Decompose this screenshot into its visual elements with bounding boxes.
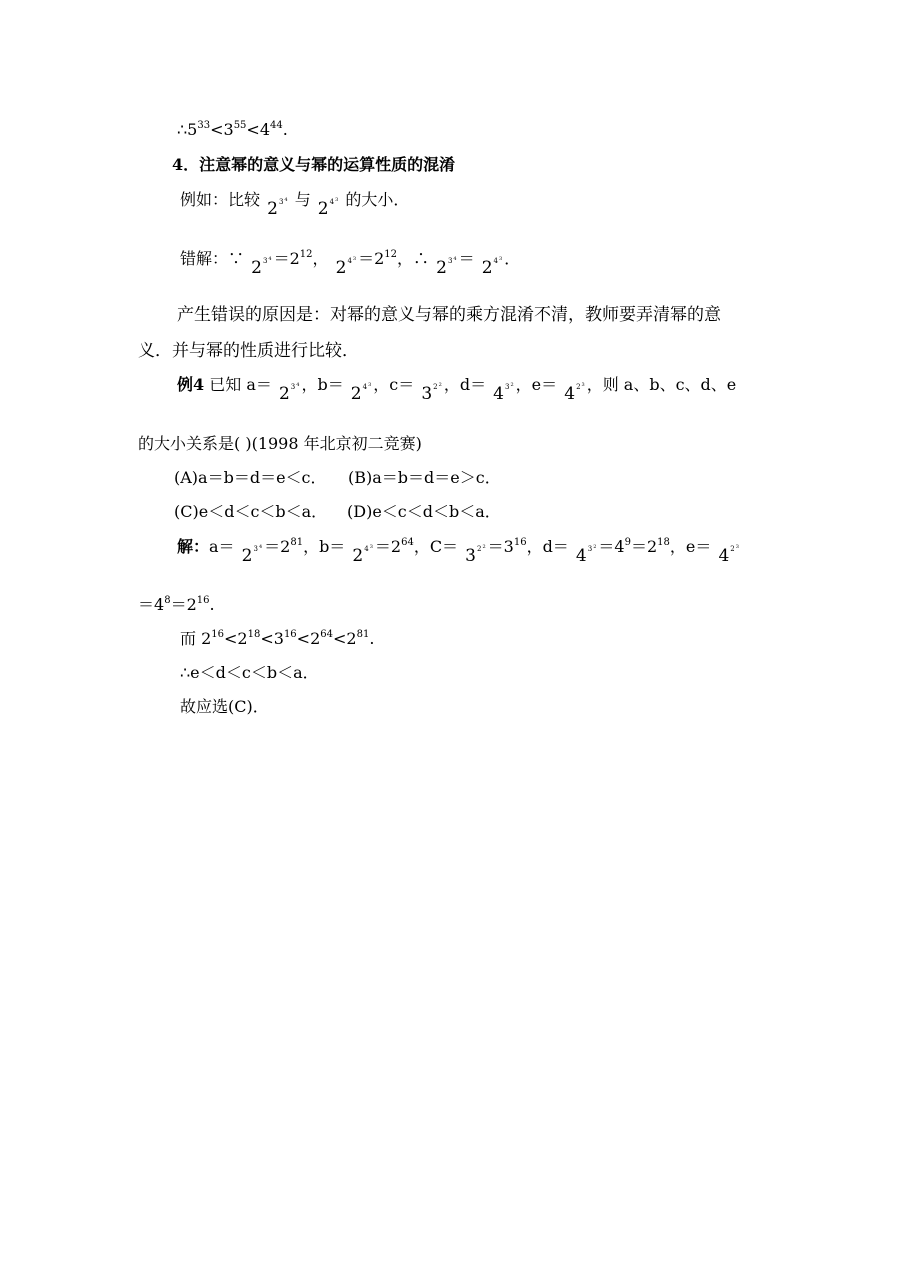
option-d: (D)e＜c＜d＜b＜a． <box>347 502 501 521</box>
solution-line: 解：$a= 23^4 =2^{81}$，$b= 24^3 =2^{64}$，$C= 32^2 =3^{16}$，$d= 43^2 =4^9=2^{18}$，$e= 42^3$ <box>177 537 739 566</box>
power-tower: $24^3$ <box>350 382 372 404</box>
power-tower: $24^3$ <box>317 197 339 219</box>
power-tower: $24^3$ <box>481 256 503 278</box>
power-tower: $32^2$ <box>465 544 486 566</box>
power-tower: $24^3$ <box>352 544 373 566</box>
solution-line-2: $=4^8=2^{16}$. <box>138 595 215 614</box>
answer-line: 故应选(C)． <box>180 697 269 716</box>
example-line: 例如：比较 $23^4$ 与 $24^3$ 的大小． <box>180 190 410 219</box>
section-heading: 4．注意幂的意义与幂的运算性质的混淆 <box>172 155 456 174</box>
power-tower: $32^2$ <box>421 382 442 404</box>
power-tower: $23^4$ <box>436 256 457 278</box>
option-b: (B)a＝b＝d＝e＞c． <box>348 468 501 487</box>
paragraph-line-1: 产生错误的原因是：对幂的意义与幂的乘方混淆不清，教师要弄清幂的意 <box>177 305 721 325</box>
option-a: (A)a＝b＝d＝e＜c． <box>174 468 327 487</box>
example4-line: 例4 已知 $a= 23^4$ ，$b= 24^3$ ，$c= 32^2$ ，$d= 43^2$ ，$e= 42^3$ ，则 a、b、c、d、e <box>177 375 737 404</box>
power-tower: $23^4$ <box>251 256 272 278</box>
option-c: (C)e＜d＜c＜b＜a． <box>174 502 328 521</box>
example4-line-2: 的大小关系是( )(1998 年北京初二竞赛) <box>138 434 422 453</box>
conclusion-line: $\therefore 5^{33}<3^{55}<4^{44}$. <box>177 120 288 139</box>
power-tower: $24^3$ <box>335 256 357 278</box>
power-tower: $42^3$ <box>718 544 739 566</box>
power-tower: $23^4$ <box>278 382 300 404</box>
wrong-solution-line: 错解：∵ $23^4 =2^{12}$， $24^3 =2^{12}$，∴ $23^4 = 24^3$ ． <box>180 249 521 278</box>
therefore-line: ∴e＜d＜c＜b＜a． <box>180 663 319 682</box>
power-tower: $23^4$ <box>241 544 263 566</box>
power-tower: $23^4$ <box>267 197 288 219</box>
power-tower: $43^2$ <box>493 382 514 404</box>
power-tower: $43^2$ <box>575 544 597 566</box>
comparison-line: 而 $2^{16}<2^{18}<3^{16}<2^{64}<2^{81}$. <box>180 629 375 648</box>
power-tower: $42^3$ <box>564 382 585 404</box>
paragraph-line-2: 义．并与幂的性质进行比较． <box>138 341 359 361</box>
